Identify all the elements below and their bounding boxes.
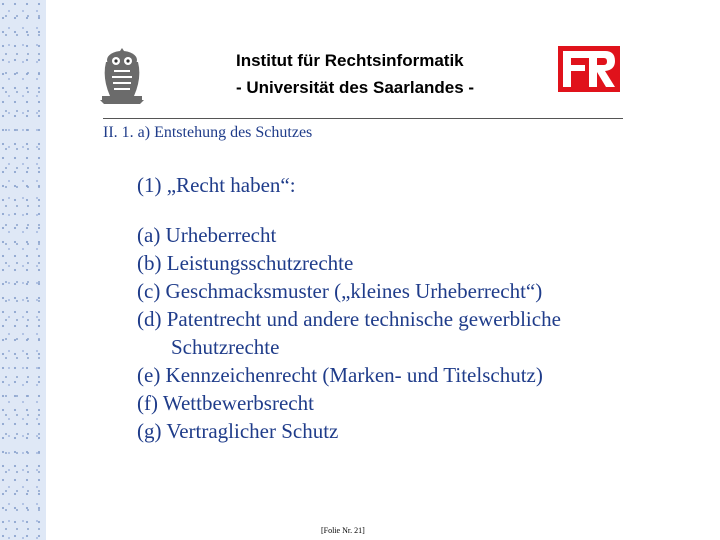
list-item: (c) Geschmacksmuster („kleines Urheberrecht“) (137, 279, 543, 303)
subheading: (1) „Recht haben“: (137, 173, 296, 197)
section-heading: II. 1. a) Entstehung des Schutzes (103, 124, 313, 141)
list-item: (a) Urheberrecht (137, 223, 277, 247)
university-name: - Universität des Saarlandes - (236, 78, 475, 97)
ifr-logo-icon (558, 46, 620, 92)
institute-name: Institut für Rechtsinformatik (236, 51, 464, 70)
header-divider (103, 118, 623, 119)
list-item: (e) Kennzeichenrecht (Marken- und Titelschutz) (137, 363, 543, 387)
owl-seal-icon (96, 44, 148, 106)
list-item: (b) Leistungsschutzrechte (137, 251, 354, 275)
slide-number: [Folie Nr. 21] (321, 526, 365, 535)
list-item: (d) Patentrecht und andere technische gewerbliche Schutzrechte (137, 307, 561, 359)
list-item: (f) Wettbewerbsrecht (137, 391, 314, 415)
decorative-side-strip (0, 0, 46, 540)
rights-list (137, 221, 567, 445)
list-item: (g) Vertraglicher Schutz (137, 419, 339, 443)
